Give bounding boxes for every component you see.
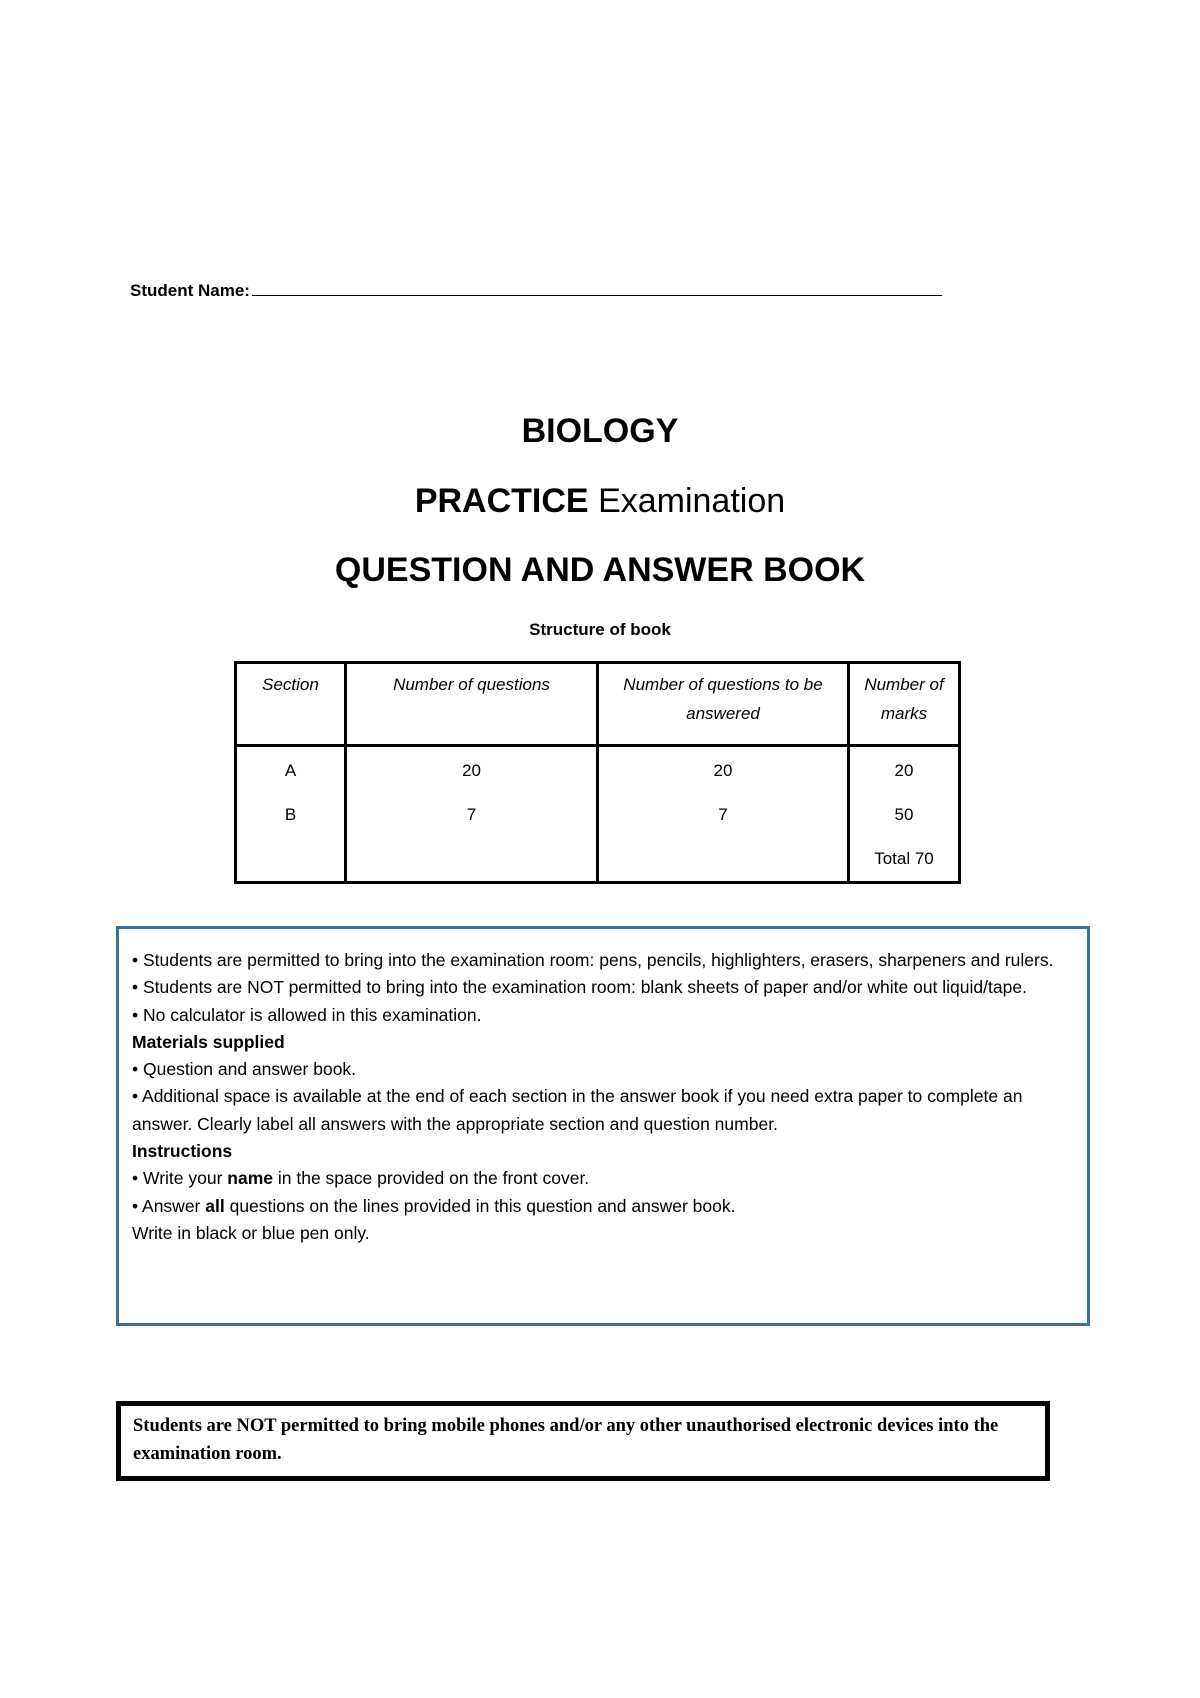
calculator-rule: • No calculator is allowed in this examination. — [132, 1004, 482, 1025]
instruction-name — [132, 1165, 1073, 1192]
instruction-all-pre: • Answer — [132, 1195, 206, 1216]
table-cell: 50 — [849, 793, 960, 837]
materials-space: • Additional space is available at the end of each section in the answer book if you need extra paper to complete an answer. Clearly label all answers with the appropriate section and question number. — [132, 1086, 1023, 1134]
instruction-answer-all — [132, 1193, 1073, 1220]
materials-heading: Materials supplied — [132, 1031, 285, 1052]
structure-caption: Structure of book — [529, 620, 671, 639]
permitted-items: • Students are permitted to bring into the examination room: pens, pencils, highlighters, erasers, sharpeners and rulers. — [132, 950, 1054, 970]
instructions-box — [116, 926, 1090, 1326]
table-cell: B — [236, 793, 346, 837]
instruction-all-post: questions on the lines provided in this question and answer book. — [224, 1195, 736, 1216]
table-cell: 7 — [598, 793, 849, 837]
table-row — [236, 837, 960, 883]
structure-header-row — [236, 663, 960, 746]
not-permitted-items: • Students are NOT permitted to bring into the examination room: blank sheets of paper and/or white out liquid/tape. — [132, 977, 1027, 998]
header-number-of-questions: Number of questions — [346, 663, 598, 746]
header-number-of-marks: Number of marks — [849, 663, 960, 746]
instruction-name-pre: • Write your — [132, 1168, 228, 1189]
header-section: Section — [236, 663, 346, 746]
instructions-heading: Instructions — [132, 1141, 233, 1162]
instruction-name-post: in the space provided on the front cover. — [273, 1168, 590, 1189]
student-name-field — [130, 281, 942, 301]
table-cell: A — [236, 746, 346, 794]
exam-title-suffix: Examination — [598, 482, 786, 520]
table-cell: 7 — [346, 793, 598, 837]
header-questions-to-answer: Number of questions to be answered — [598, 663, 849, 746]
materials-book: • Question and answer book. — [132, 1059, 357, 1080]
subject-title: BIOLOGY — [521, 412, 679, 450]
table-cell — [346, 837, 598, 883]
table-cell — [598, 837, 849, 883]
table-row — [236, 746, 960, 794]
structure-table — [234, 661, 961, 884]
instruction-name-bold: name — [227, 1168, 273, 1189]
table-cell: 20 — [346, 746, 598, 794]
total-marks-cell: Total 70 — [849, 837, 960, 883]
electronic-devices-warning: Students are NOT permitted to bring mobile phones and/or any other unauthorised electronic devices into the examination room. — [116, 1401, 1050, 1481]
table-cell: 20 — [849, 746, 960, 794]
exam-title — [0, 482, 1200, 521]
instruction-all-bold: all — [205, 1195, 225, 1216]
instruction-pen: Write in black or blue pen only. — [132, 1222, 370, 1243]
exam-title-prefix: PRACTICE — [414, 482, 589, 520]
table-cell: 20 — [598, 746, 849, 794]
table-row — [236, 793, 960, 837]
student-name-label: Student Name: — [130, 281, 250, 300]
table-cell — [236, 837, 346, 883]
student-name-line — [252, 281, 942, 296]
book-title: QUESTION AND ANSWER BOOK — [334, 551, 866, 589]
